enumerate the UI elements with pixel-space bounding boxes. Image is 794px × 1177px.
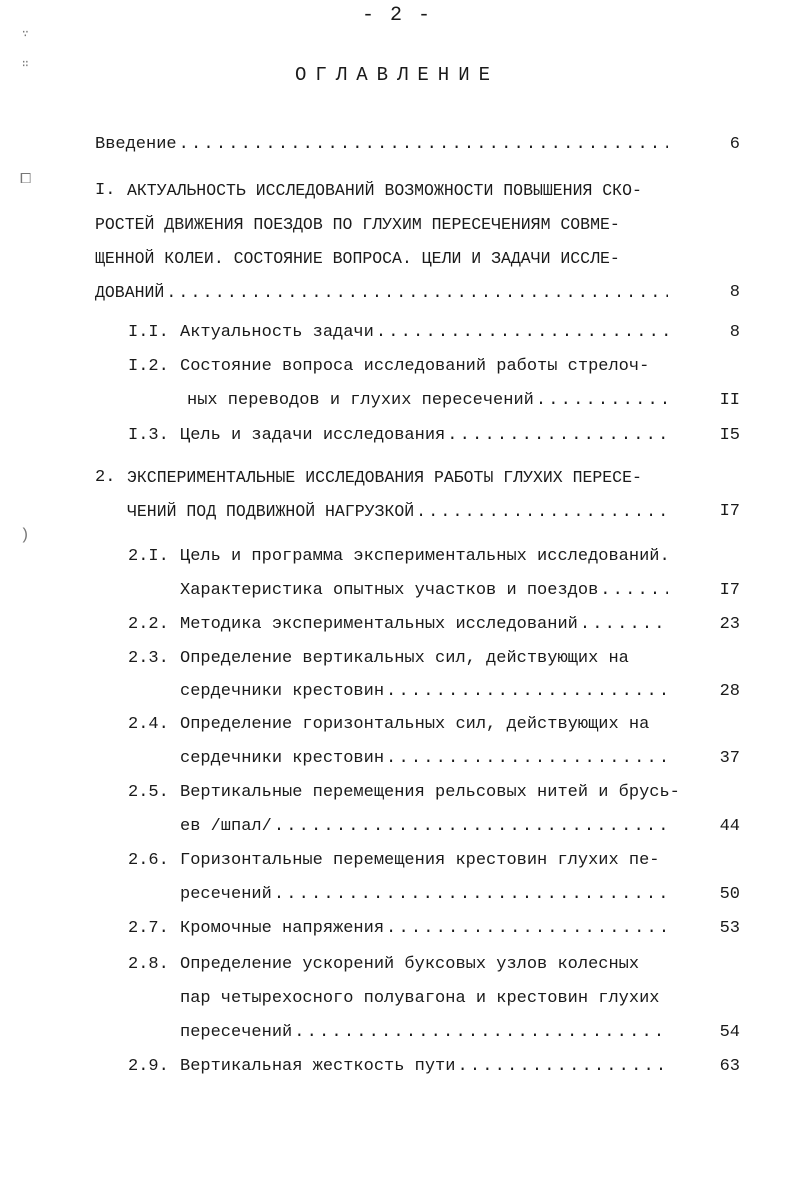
toc-entry-2-2[interactable] (180, 614, 670, 636)
toc-page: 28 (719, 682, 740, 701)
margin-mark: ∷ (22, 59, 29, 71)
toc-page: 8 (729, 323, 740, 342)
section-number: 2.4. (128, 715, 169, 734)
dot-leader (179, 134, 668, 156)
toc-page: 44 (719, 817, 740, 836)
toc-label: ев /шпал/ (180, 817, 272, 836)
toc-page: 50 (719, 885, 740, 904)
section-number: 2.8. (128, 955, 169, 974)
toc-page: II (719, 391, 740, 410)
toc-entry-2-6[interactable] (180, 884, 670, 906)
chapter-title-line[interactable]: ЩЕННОЙ КОЛЕИ. СОСТОЯНИЕ ВОПРОСА. ЦЕЛИ И ЗАДАЧИ ИССЛЕ- (95, 249, 620, 268)
page-title: ОГЛАВЛЕНИЕ (294, 64, 500, 86)
toc-page: I7 (719, 502, 740, 521)
toc-entry-1-2[interactable] (187, 390, 670, 412)
toc-entry-intro[interactable] (95, 134, 670, 156)
toc-label: Кромочные напряжения (180, 919, 385, 938)
toc-page: 8 (729, 283, 740, 302)
toc-page: 54 (719, 1023, 740, 1042)
dot-leader (274, 816, 668, 838)
toc-label: Актуальность задачи (180, 323, 374, 342)
toc-label[interactable]: Состояние вопроса исследований работы стрелоч- (180, 357, 650, 376)
dot-leader (457, 1056, 668, 1078)
section-number: I.3. (128, 426, 169, 445)
toc-page: I7 (719, 581, 740, 600)
toc-label[interactable]: Цель и программа экспериментальных исследований. (180, 547, 670, 566)
dot-leader (386, 681, 668, 703)
chapter-title-line[interactable]: ЭКСПЕРИМЕНТАЛЬНЫЕ ИССЛЕДОВАНИЯ РАБОТЫ ГЛУХИХ ПЕРЕСЕ- (127, 468, 642, 487)
dot-leader (416, 501, 668, 523)
toc-entry-2-7[interactable] (180, 918, 670, 940)
toc-entry-2-4[interactable] (180, 748, 670, 770)
toc-page: 53 (719, 919, 740, 938)
dot-leader (166, 282, 668, 304)
margin-mark: ∵ (22, 29, 29, 41)
toc-label: Характеристика опытных участков и поездов (180, 581, 599, 600)
section-number: I.I. (128, 323, 169, 342)
toc-label: ных переводов и глухих пересечений (187, 391, 534, 410)
toc-entry-2-1[interactable] (180, 580, 670, 602)
toc-page: I5 (719, 426, 740, 445)
dot-leader (447, 425, 668, 447)
toc-label[interactable]: Определение вертикальных сил, действующих на (180, 649, 629, 668)
margin-mark: ⧠ (20, 172, 32, 188)
toc-entry-2-3[interactable] (180, 681, 670, 703)
toc-label[interactable]: Определение ускорений буксовых узлов колесных (180, 955, 640, 974)
margin-mark: ) (20, 526, 30, 544)
toc-entry-2-5[interactable] (180, 816, 670, 838)
section-number: I.2. (128, 357, 169, 376)
toc-label: Цель и задачи исследования (180, 426, 446, 445)
chapter-title-last-line[interactable] (127, 501, 670, 523)
dot-leader (536, 390, 668, 412)
chapter-number: 2. (95, 468, 116, 487)
toc-label: сердечники крестовин (180, 749, 385, 768)
toc-label[interactable]: Определение горизонтальных сил, действующих на (180, 715, 650, 734)
toc-entry-1-3[interactable] (180, 425, 670, 447)
dot-leader (274, 884, 668, 906)
section-number: 2.7. (128, 919, 169, 938)
dot-leader (580, 614, 668, 636)
section-number: 2.6. (128, 851, 169, 870)
chapter-title-last-line[interactable] (95, 282, 670, 304)
toc-entry-2-9[interactable] (180, 1056, 670, 1078)
toc-label: Введение (95, 135, 177, 154)
chapter-title-line[interactable]: РОСТЕЙ ДВИЖЕНИЯ ПОЕЗДОВ ПО ГЛУХИМ ПЕРЕСЕЧЕНИЯМ СОВМЕ- (95, 215, 620, 234)
toc-entry-1-1[interactable] (180, 322, 670, 344)
section-number: 2.9. (128, 1057, 169, 1076)
section-number: 2.I. (128, 547, 169, 566)
toc-page: 6 (729, 135, 740, 154)
toc-label[interactable]: пар четырехосного полувагона и крестовин глухих (180, 989, 660, 1008)
toc-label: пересечений (180, 1023, 293, 1042)
section-number: 2.2. (128, 615, 169, 634)
dot-leader (386, 748, 668, 770)
toc-label: ресечений (180, 885, 272, 904)
toc-label: Методика экспериментальных исследований (180, 615, 578, 634)
toc-label: ЧЕНИЙ ПОД ПОДВИЖНОЙ НАГРУЗКОЙ (127, 502, 415, 521)
section-number: 2.5. (128, 783, 169, 802)
section-number: 2.3. (128, 649, 169, 668)
toc-label: сердечники крестовин (180, 682, 385, 701)
page-number: - 2 - (361, 4, 432, 27)
dot-leader (386, 918, 668, 940)
toc-page: 37 (719, 749, 740, 768)
toc-page: 63 (719, 1057, 740, 1076)
toc-label[interactable]: Горизонтальные перемещения крестовин глухих пе- (180, 851, 660, 870)
chapter-number: I. (95, 181, 116, 200)
toc-page: 23 (719, 615, 740, 634)
toc-label: Вертикальная жесткость пути (180, 1057, 456, 1076)
dot-leader (600, 580, 668, 602)
toc-label: ДОВАНИЙ (95, 283, 165, 302)
chapter-title-line[interactable]: АКТУАЛЬНОСТЬ ИССЛЕДОВАНИЙ ВОЗМОЖНОСТИ ПОВЫШЕНИЯ СКО- (127, 181, 642, 200)
toc-label[interactable]: Вертикальные перемещения рельсовых нитей и брусь- (180, 783, 680, 802)
dot-leader (294, 1022, 668, 1044)
dot-leader (376, 322, 668, 344)
toc-entry-2-8[interactable] (180, 1022, 670, 1044)
